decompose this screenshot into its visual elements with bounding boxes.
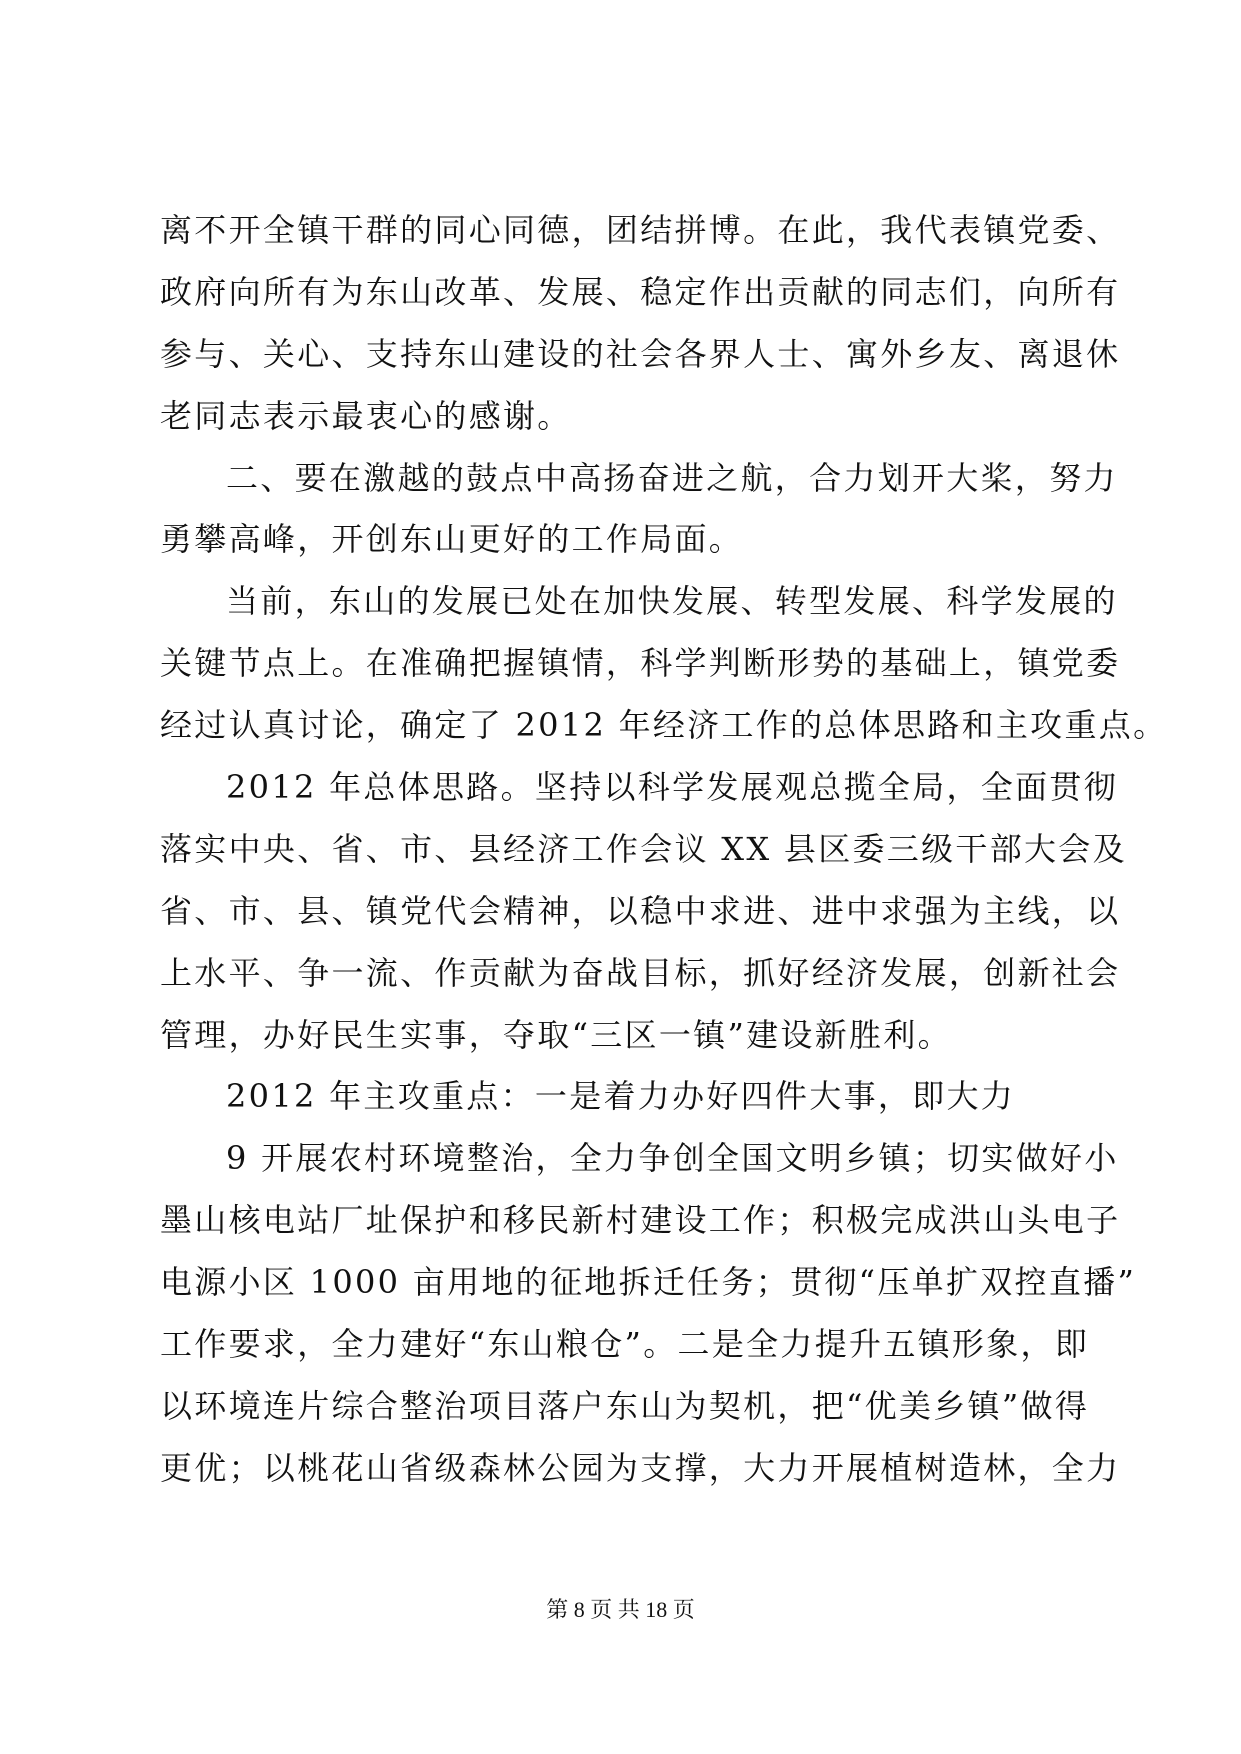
text-line: 经过认真讨论，确定了 2012 年经济工作的总体思路和主攻重点。 <box>160 706 1168 745</box>
text-line: 管理，办好民生实事，夺取“三区一镇”建设新胜利。 <box>160 1015 952 1054</box>
text-line: 工作要求，全力建好“东山粮仓”。二是全力提升五镇形象，即 <box>160 1325 1090 1364</box>
text-line: 当前，东山的发展已处在加快发展、转型发展、科学发展的 <box>226 582 1118 621</box>
text-line: 关键节点上。在准确把握镇情，科学判断形势的基础上，镇党委 <box>160 644 1121 683</box>
text-line: 2012 年主攻重点：一是着力办好四件大事，即大力 <box>226 1077 1016 1116</box>
text-line: 老同志表示最衷心的感谢。 <box>160 396 572 435</box>
page-number-footer: 第 8 页 共 18 页 <box>546 1597 695 1622</box>
text-line: 政府向所有为东山改革、发展、稳定作出贡献的同志们，向所有 <box>160 272 1121 311</box>
text-line: 二、要在激越的鼓点中高扬奋进之航，合力划开大桨，努力 <box>226 458 1118 497</box>
text-line: 更优；以桃花山省级森林公园为支撑，大力开展植树造林，全力 <box>160 1448 1121 1487</box>
text-line: 省、市、县、镇党代会精神，以稳中求进、进中求强为主线，以 <box>160 891 1121 930</box>
document-body <box>160 200 1168 1500</box>
text-line: 以环境连片综合整治项目落户东山为契机，把“优美乡镇”做得 <box>160 1386 1090 1425</box>
text-line: 参与、关心、支持东山建设的社会各界人士、寓外乡友、离退休 <box>160 334 1121 373</box>
text-line: 落实中央、省、市、县经济工作会议 XX 县区委三级干部大会及 <box>160 829 1127 868</box>
text-line: 9 开展农村环境整治，全力争创全国文明乡镇；切实做好小 <box>226 1139 1119 1178</box>
text-line: 2012 年总体思路。坚持以科学发展观总揽全局，全面贯彻 <box>226 768 1119 807</box>
text-line: 勇攀高峰，开创东山更好的工作局面。 <box>160 520 744 559</box>
text-line: 墨山核电站厂址保护和移民新村建设工作；积极完成洪山头电子 <box>160 1201 1121 1240</box>
text-line: 上水平、争一流、作贡献为奋战目标，抓好经济发展，创新社会 <box>160 953 1121 992</box>
text-line: 离不开全镇干群的同心同德，团结拼博。在此，我代表镇党委、 <box>160 211 1121 249</box>
text-line: 电源小区 1000 亩用地的征地拆迁任务；贯彻“压单扩双控直播” <box>160 1263 1137 1302</box>
